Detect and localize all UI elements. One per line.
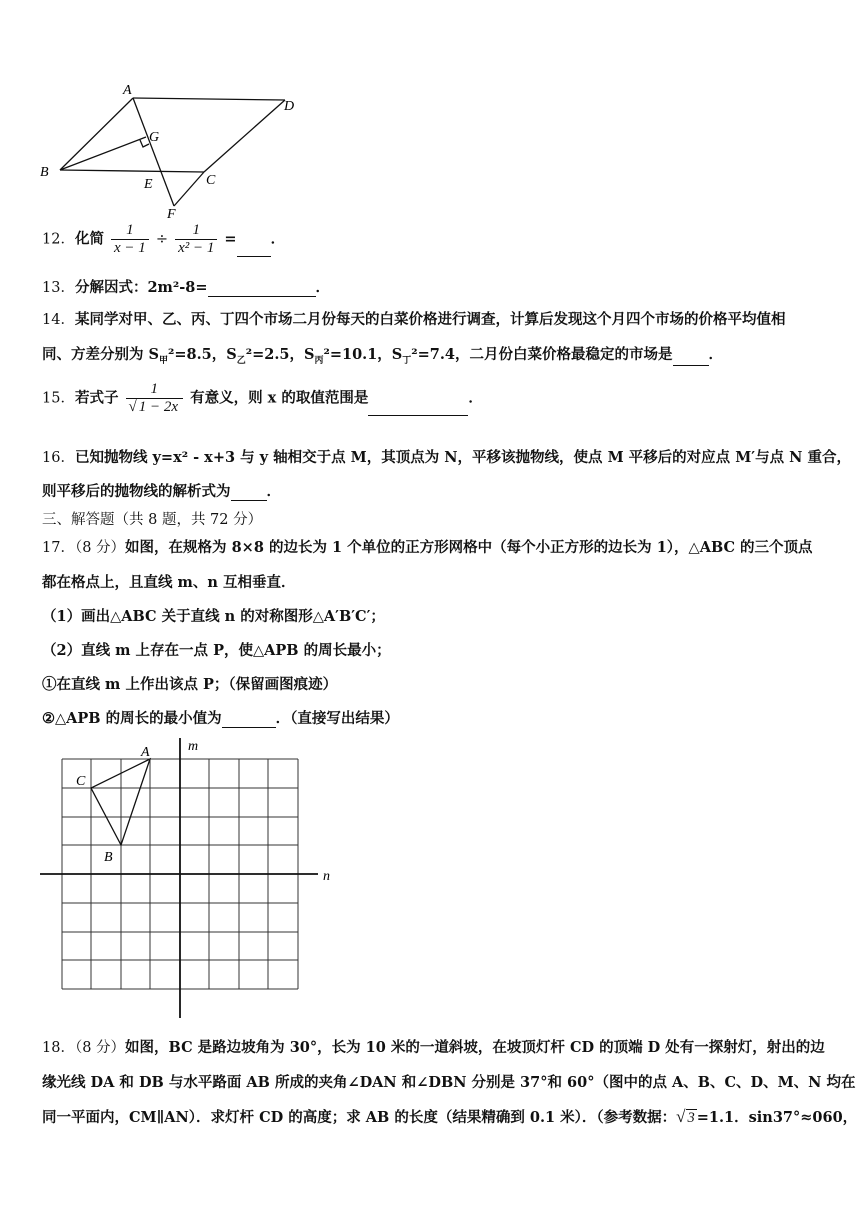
period: ．	[266, 483, 281, 500]
question-17-part-2: （2）直线 m 上存在一点 P，使△APB 的周长最小；	[42, 642, 391, 659]
question-number: 15．	[42, 390, 75, 407]
score: （8 分）	[74, 540, 126, 556]
period: ．	[270, 230, 286, 248]
question-12	[42, 222, 285, 257]
fraction-numerator: 1	[192, 222, 200, 238]
radicand: 1 − 2x	[138, 399, 179, 415]
question-number: 12．	[42, 231, 75, 248]
answer-blank[interactable]	[368, 415, 468, 416]
fraction-numerator: 1	[126, 222, 134, 238]
question-number: 13．	[42, 280, 75, 296]
text-fragment: ²=8.5，S	[168, 346, 237, 363]
label-F: F	[167, 207, 176, 222]
question-18-line-1	[42, 1036, 825, 1057]
subscript-bing: 丙	[314, 355, 324, 366]
label-D: D	[284, 99, 295, 114]
question-text: 如图，在规格为 8×8 的边长为 1 个单位的正方形网格中（每个小正方形的边长为 1），△ABC 的三个顶点	[125, 539, 813, 556]
fraction	[126, 381, 184, 416]
section-title: 三、解答题（共 8 题，共 72 分）	[42, 512, 263, 528]
question-text: =1.1．sin37°≈060，	[696, 1109, 858, 1126]
sqrt-sign: √	[676, 1107, 686, 1126]
text-fragment: ²=2.5，S	[245, 346, 315, 363]
fraction-2	[175, 222, 217, 257]
divide-sign: ÷	[155, 231, 169, 248]
question-15	[42, 381, 483, 416]
question-number: 17．	[42, 540, 75, 556]
question-16-line-2	[42, 480, 281, 501]
label-B: B	[104, 850, 113, 865]
label-A: A	[141, 745, 150, 760]
period: ．	[468, 389, 483, 407]
period: ．	[708, 346, 724, 363]
question-text: 已知抛物线 y=x² - x+3 与 y 轴相交于点 M，其顶点为 N，平移该抛物线，使点 M 平移后的对应点 M′与点 N 重合，	[74, 449, 851, 466]
question-text: 如图，BC 是路边坡角为 30°，长为 10 米的一道斜坡，在坡顶灯杆 CD 的顶端 D 处有一探射灯，射出的边	[125, 1039, 825, 1056]
equals-sign: =	[224, 230, 237, 248]
question-16-line-1	[42, 446, 851, 467]
question-text: 化简	[74, 230, 104, 248]
fraction-denominator: x − 1	[111, 239, 149, 257]
question-14-line-2	[42, 343, 723, 366]
subscript-ding: 丁	[402, 355, 412, 366]
parallelogram-figure	[30, 78, 310, 228]
fraction-1	[111, 222, 149, 257]
question-13	[42, 276, 330, 297]
answer-blank[interactable]	[237, 256, 271, 257]
question-text: 分解因式：2m²-8=	[74, 279, 208, 296]
question-number: 14．	[42, 312, 75, 328]
sqrt-sign: √	[128, 399, 137, 415]
label-C: C	[76, 774, 86, 789]
subscript-jia: 甲	[159, 355, 169, 366]
question-17-line-2: 都在格点上，且直线 m、n 互相垂直．	[42, 574, 296, 591]
question-text: 某同学对甲、乙、丙、丁四个市场二月份每天的白菜价格进行调查，计算后发现这个月四个市场的价格平均值相	[74, 311, 786, 328]
question-text: 若式子	[74, 389, 119, 407]
answer-blank[interactable]	[208, 296, 316, 297]
text-fragment: ²=7.4，二月份白菜价格最稳定的市场是	[411, 346, 673, 363]
label-A: A	[123, 83, 132, 98]
question-text: ②△APB 的周长的最小值为	[42, 710, 222, 727]
question-17-part-1: （1）画出△ABC 关于直线 n 的对称图形△A′B′C′；	[42, 608, 385, 625]
question-18-line-2: 缘光线 DA 和 DB 与水平路面 AB 所成的夹角∠DAN 和∠DBN 分别是 37°和 60°（图中的点 A、B、C、D、M、N 均在	[42, 1074, 856, 1091]
label-E: E	[144, 177, 153, 192]
label-n: n	[323, 869, 330, 884]
radicand: 3	[687, 1110, 695, 1126]
question-14-line-1	[42, 308, 785, 329]
question-17-line-1	[42, 536, 813, 557]
period: ．	[315, 279, 330, 296]
fraction-denominator	[126, 398, 184, 416]
label-B: B	[40, 165, 49, 180]
subscript-yi: 乙	[236, 355, 246, 366]
grid-figure	[36, 734, 346, 1024]
label-G: G	[149, 130, 160, 145]
question-number: 16．	[42, 450, 75, 466]
fraction-denominator: x² − 1	[175, 239, 217, 257]
score: （8 分）	[74, 1040, 126, 1056]
answer-blank[interactable]	[222, 727, 276, 728]
question-17-part-2b	[42, 707, 399, 728]
question-18-line-3	[42, 1106, 857, 1127]
question-number: 18．	[42, 1040, 75, 1056]
question-17-part-2a: ①在直线 m 上作出该点 P；（保留画图痕迹）	[42, 676, 338, 693]
question-text: ．（直接写出结果）	[275, 710, 399, 727]
question-text: 有意义，则 x 的取值范围是	[190, 389, 369, 407]
text-fragment: ²=10.1，S	[323, 346, 403, 363]
answer-blank[interactable]	[673, 365, 709, 366]
question-text: 同一平面内，CM∥AN）．求灯杆 CD 的高度；求 AB 的长度（结果精确到 0.1 米）．（参考数据：	[42, 1109, 677, 1126]
fraction-numerator: 1	[150, 381, 159, 397]
answer-blank[interactable]	[231, 500, 267, 501]
label-C: C	[206, 173, 216, 188]
question-text: 则平移后的抛物线的解析式为	[42, 483, 231, 500]
label-m: m	[188, 739, 199, 754]
text-fragment: 同、方差分别为 S	[42, 346, 160, 363]
